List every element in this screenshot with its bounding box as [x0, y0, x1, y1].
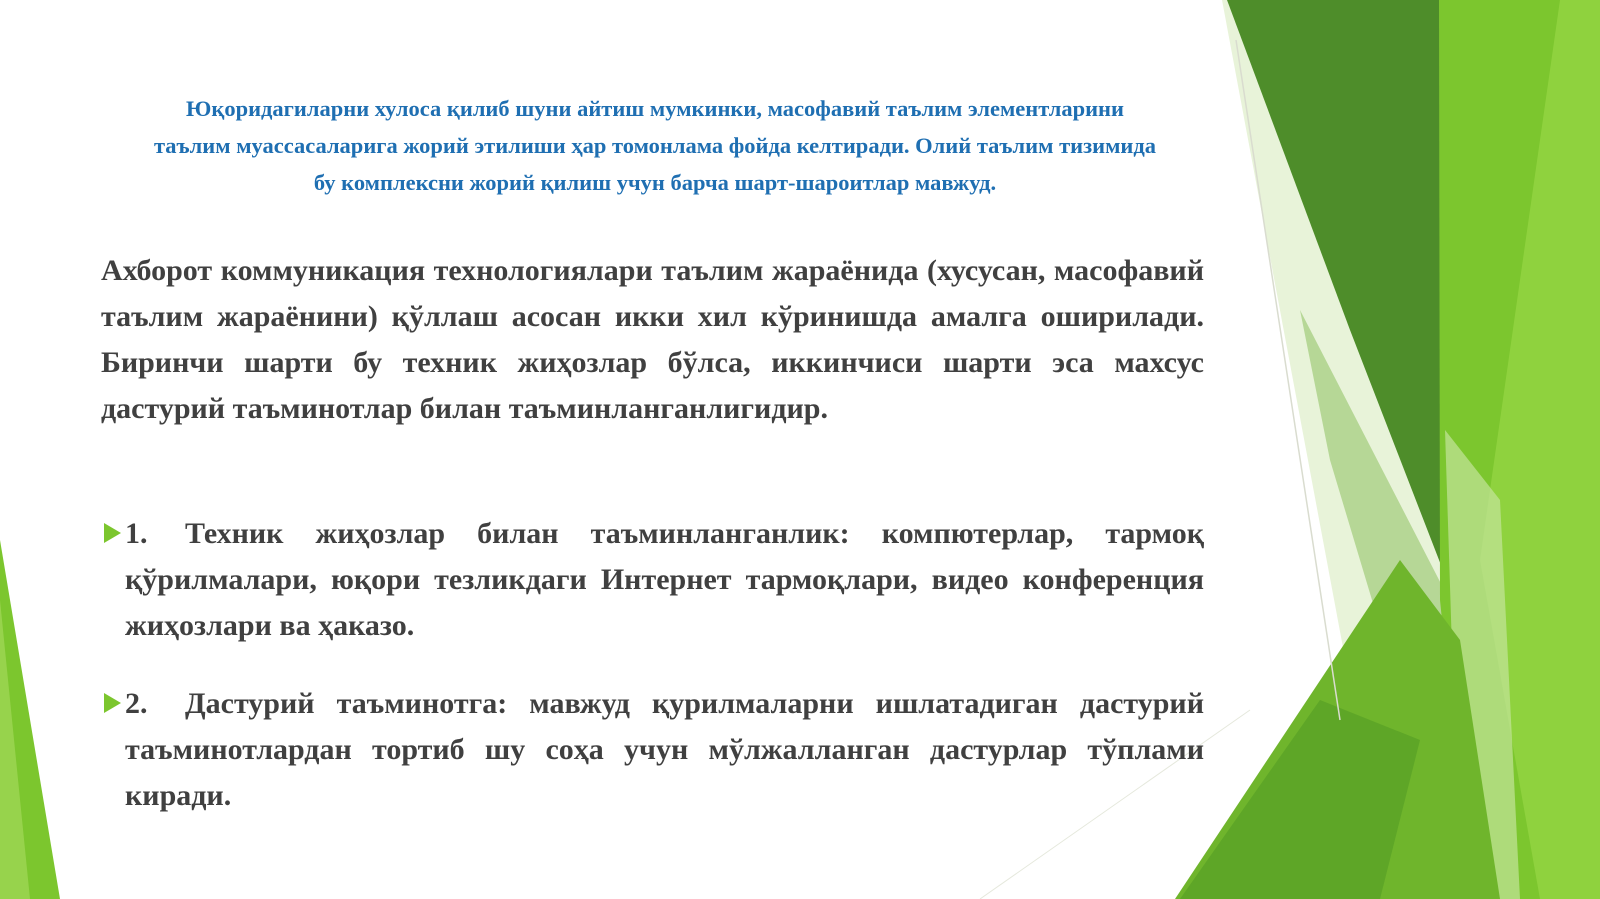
bullet-text: [125, 681, 1204, 819]
slide-title: Юқоридагиларни хулоса қилиб шуни айтиш мумкинки, масофавий таълим элементларини таълим муассасаларига жорий этилиши ҳар томонлама фойда келтиради. Олий таълим тизимида бу комплексни жорий қилиш учун барча шарт-шароитлар мавжуд.: [153, 96, 1157, 195]
intro-paragraph: Ахборот коммуникация технологиялари таълим жараёнида (хусусан, масофавий таълим жараёнини) қўллаш асосан икки хил кўринишда амалга оширилади. Биринчи шарти бу техник жиҳозлар бўлса, иккинчиси шарти эса махсус дастурий таъминотлар билан таъминланганлигидир.: [101, 254, 1204, 425]
bullet-number: 2.: [125, 687, 148, 720]
bullet-body: Дастурий таъминотга: мавжуд қурилмаларни ишлатадиган дастурий таъминотлардан тортиб шу соҳа учун мўлжалланган дастурлар тўплами киради.: [125, 687, 1204, 812]
bullet-item-2: [101, 681, 1204, 819]
facet-bottom-dark: [1180, 700, 1420, 899]
triangle-bullet-icon: [104, 693, 121, 713]
bullet-item-1: [101, 511, 1204, 649]
bullet-body: Техник жиҳозлар билан таъминланганлик: компютерлар, тармоқ қўрилмалари, юқори тезликдаги Интернет тармоқлари, видео конференция жиҳозлари ва ҳаказо.: [125, 517, 1204, 642]
triangle-bullet-icon: [104, 523, 121, 543]
bullet-text: [125, 511, 1204, 649]
bullet-number: 1.: [125, 517, 148, 550]
